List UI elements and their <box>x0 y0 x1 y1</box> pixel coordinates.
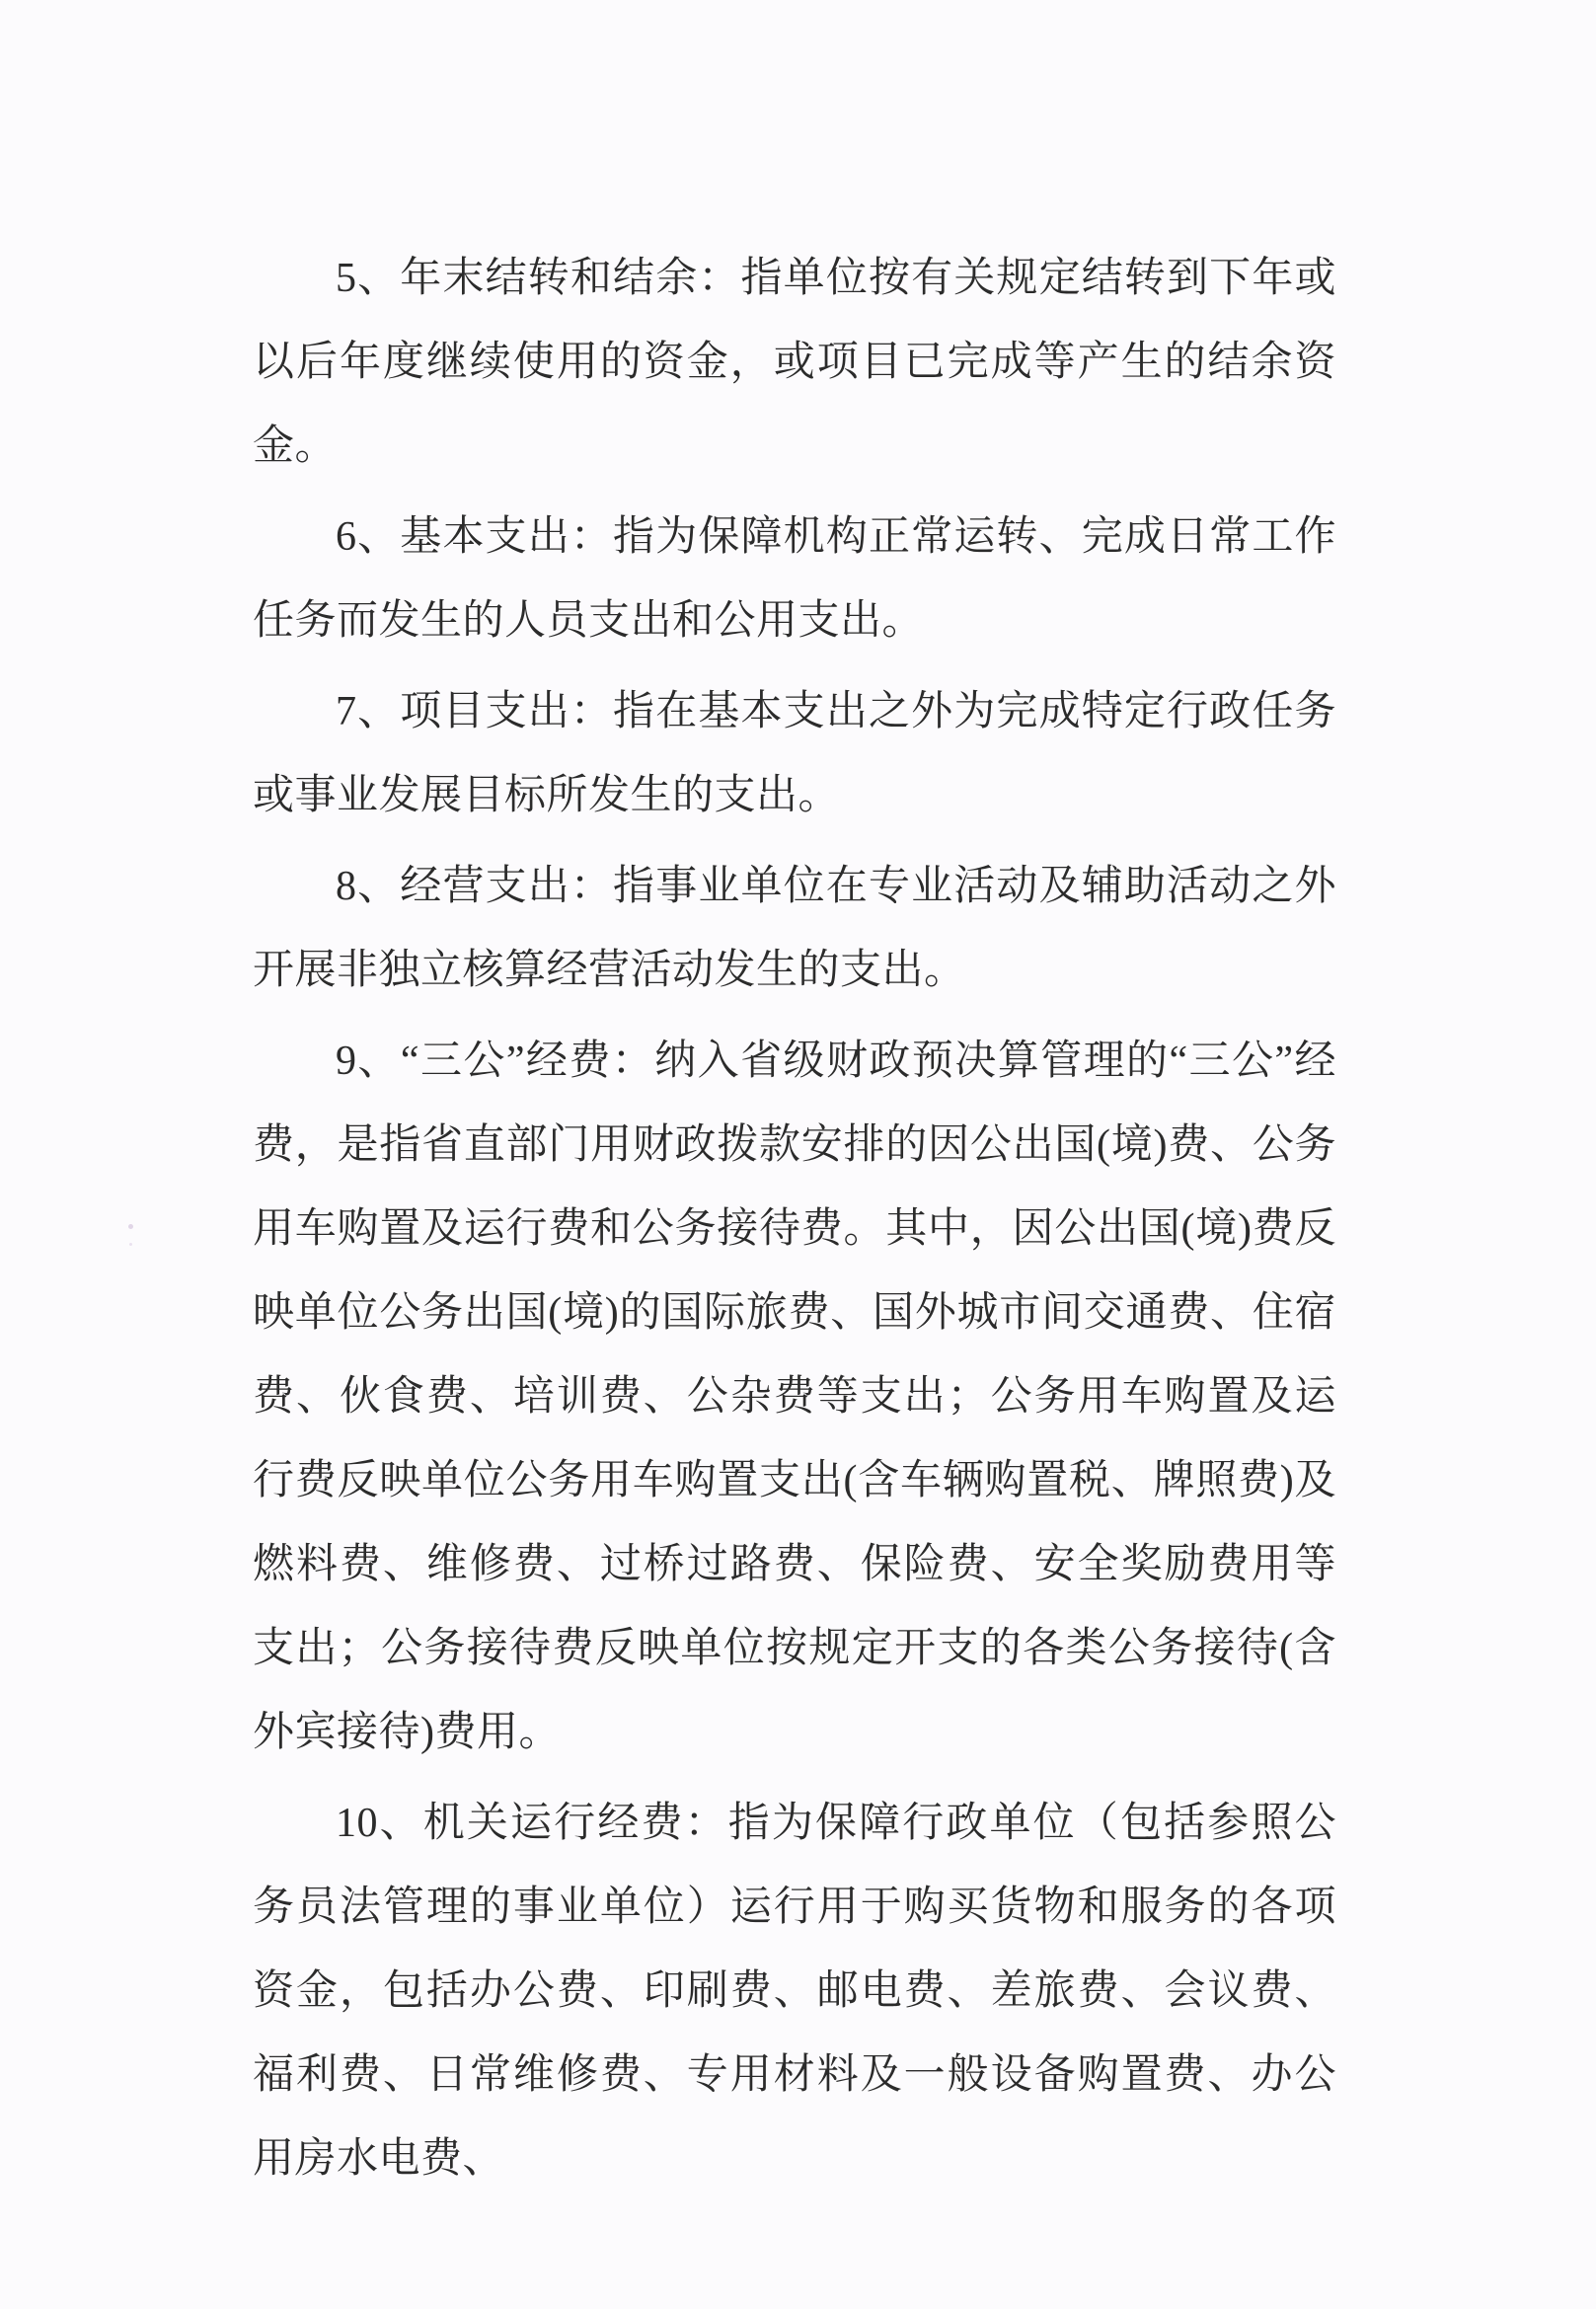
scan-speck <box>128 1224 133 1229</box>
paragraph-9-three-public-funds: 9、“三公”经费：纳入省级财政预决算管理的“三公”经费，是指省直部门用财政拨款安排的因公出国(境)费、公务用车购置及运行费和公务接待费。其中，因公出国(境)费反映单位公务出国(境)的国际旅费、国外城市间交通费、住宿费、伙食费、培训费、公杂费等支出；公务用车购置及运行费反映单位公务用车购置支出(含车辆购置税、牌照费)及燃料费、维修费、过桥过路费、保险费、安全奖励费用等支出；公务接待费反映单位按规定开支的各类公务接待(含外宾接待)费用。 <box>253 1039 1336 1755</box>
text-block <box>253 237 1336 2208</box>
paragraph-5-year-end-carryover: 5、年末结转和结余：指单位按有关规定结转到下年或以后年度继续使用的资金，或项目已完成等产生的结余资金。 <box>253 256 1336 469</box>
paragraph-10-agency-operating-funds: 10、机关运行经费：指为保障行政单位（包括参照公务员法管理的事业单位）运行用于购买货物和服务的各项资金，包括办公费、印刷费、邮电费、差旅费、会议费、福利费、日常维修费、专用材料及一般设备购置费、办公用房水电费、 <box>253 1801 1336 2182</box>
paragraph-8-operating-expenditure: 8、经营支出：指事业单位在专业活动及辅助活动之外开展非独立核算经营活动发生的支出。 <box>253 864 1336 993</box>
paragraph-7-project-expenditure: 7、项目支出：指在基本支出之外为完成特定行政任务或事业发展目标所发生的支出。 <box>253 689 1336 818</box>
paragraph-6-basic-expenditure: 6、基本支出：指为保障机构正常运转、完成日常工作任务而发生的人员支出和公用支出。 <box>253 514 1336 644</box>
